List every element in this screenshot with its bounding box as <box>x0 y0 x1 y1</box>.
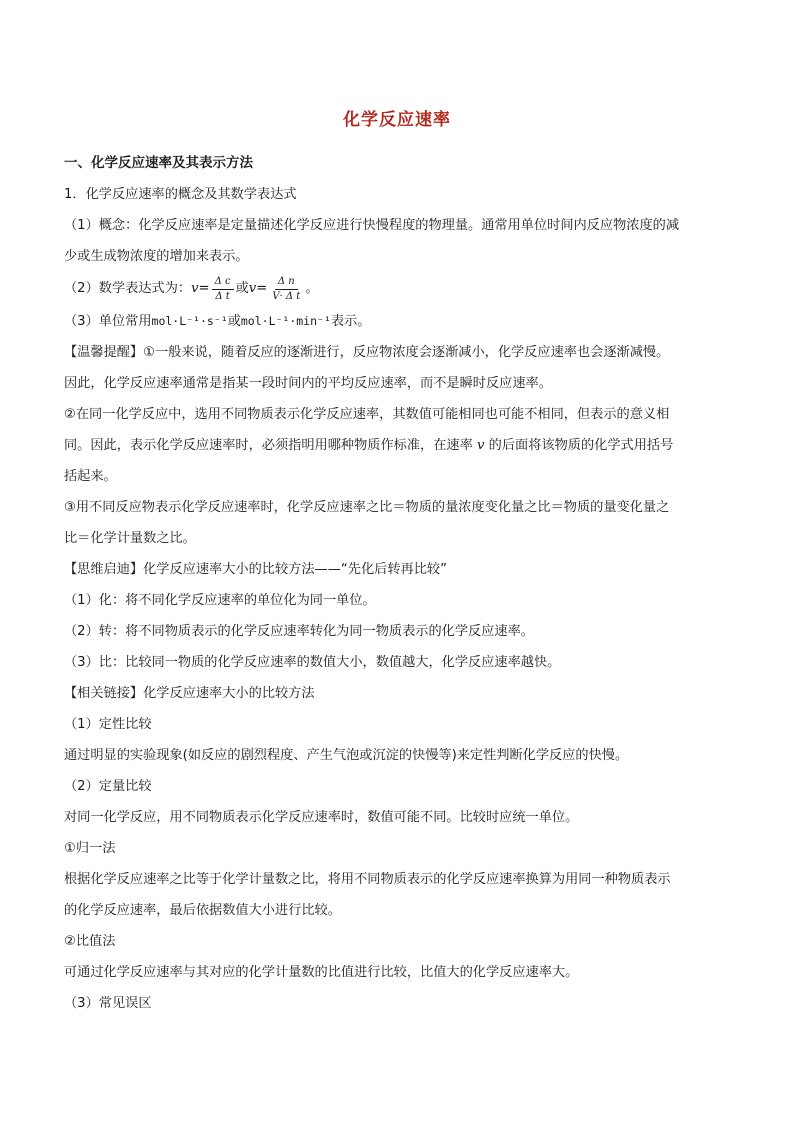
paragraph-line: 少或生成物浓度的增加来表示。 <box>64 249 249 264</box>
fraction-denominator: V· Δ t <box>272 290 301 302</box>
formula-prefix: （2）数学表达式为： <box>64 281 192 296</box>
paragraph-line: ③用不同反应物表示化学反应速率时，化学反应速率之比＝物质的量浓度变化量之比＝物质的量变化量之 <box>64 500 670 515</box>
paragraph-line: 通过明显的实验现象(如反应的剧烈程度、产生气泡或沉淀的快慢等)来定性判断化学反应的快慢。 <box>64 748 629 763</box>
formula-fraction <box>269 276 303 303</box>
document-body <box>64 148 730 1019</box>
formula-or: 或 <box>235 281 249 296</box>
unit-line <box>64 306 730 337</box>
paragraph-line: （2）转：将不同物质表示的化学反应速率转化为同一物质表示的化学反应速率。 <box>64 624 534 639</box>
paragraph-line: 因此，化学反应速率通常是指某一段时间内的平均反应速率，而不是瞬时反应速率。 <box>64 376 552 391</box>
unit-or: 或 <box>227 314 241 329</box>
paragraph-line: （3）比：比较同一物质的化学反应速率的数值大小，数值越大，化学反应速率越快。 <box>64 655 561 670</box>
paragraph-line: 【温馨提醒】①一般来说，随着反应的逐渐进行，反应物浓度会逐渐减小，化学反应速率也会逐渐减慢。 <box>64 345 670 360</box>
unit-value: mol·L⁻¹·min⁻¹ <box>240 314 331 328</box>
paragraph-line: 对同一化学反应，用不同物质表示化学反应速率时，数值可能不同。比较时应统一单位。 <box>64 810 579 825</box>
paragraph-line: ①归一法 <box>64 841 116 856</box>
paragraph-line: （2）定量比较 <box>64 779 152 794</box>
unit-prefix: （3）单位常用 <box>64 314 152 329</box>
paragraph-line: 括起来。 <box>64 469 117 484</box>
paragraph-line: 可通过化学反应速率与其对应的化学计量数的比值进行比较，比值大的化学反应速率大。 <box>64 965 579 980</box>
text-span: 的后面将该物质的化学式用括号 <box>484 438 674 453</box>
formula-line <box>64 272 730 306</box>
paragraph-line <box>64 430 730 461</box>
paragraph-line: （1）概念：化学反应速率是定量描述化学反应进行快慢程度的物理量。通常用单位时间内反应物浓度的减 <box>64 218 680 233</box>
paragraph-line: 【相关链接】化学反应速率大小的比较方法 <box>64 686 315 701</box>
formula-variable: v <box>191 281 199 296</box>
paragraph-line: （1）化：将不同化学反应速率的单位化为同一单位。 <box>64 593 376 608</box>
unit-value: mol·L⁻¹·s⁻¹ <box>151 314 228 328</box>
rate-variable: v <box>477 438 485 453</box>
paragraph-line: ②在同一化学反应中，选用不同物质表示化学反应速率，其数值可能相同也可能不相同，但表示的意义相 <box>64 407 670 422</box>
formula-equals: = <box>198 281 210 296</box>
formula-variable: v <box>248 281 257 296</box>
paragraph-line: 根据化学反应速率之比等于化学计量数之比，将用不同物质表示的化学反应速率换算为用同一种物质表示 <box>64 872 671 887</box>
paragraph-line: 的化学反应速率，最后依据数值大小进行比较。 <box>64 903 341 918</box>
formula-end: 。 <box>305 281 319 296</box>
section-heading: 一、化学反应速率及其表示方法 <box>64 155 253 171</box>
fraction-denominator: Δ t <box>215 290 230 302</box>
paragraph-line: （1）定性比较 <box>64 717 152 732</box>
text-span: 同。因此，表示化学反应速率时，必须指明用哪种物质作标准，在速率 <box>64 438 478 453</box>
fraction-numerator: Δ c <box>212 276 234 290</box>
fraction-numerator: Δ n <box>275 276 298 290</box>
paragraph-line: 【思维启迪】化学反应速率大小的比较方法——“先化后转再比较” <box>64 562 447 577</box>
paragraph-line: 比＝化学计量数之比。 <box>64 531 196 546</box>
page-title: 化学反应速率 <box>343 110 451 130</box>
formula-fraction <box>212 276 234 303</box>
paragraph-line: （3）常见误区 <box>64 996 152 1011</box>
paragraph-line: ②比值法 <box>64 934 116 949</box>
formula-equals: = <box>256 281 268 296</box>
item-heading: 1．化学反应速率的概念及其数学表达式 <box>64 187 297 202</box>
unit-suffix: 表示。 <box>330 314 371 329</box>
